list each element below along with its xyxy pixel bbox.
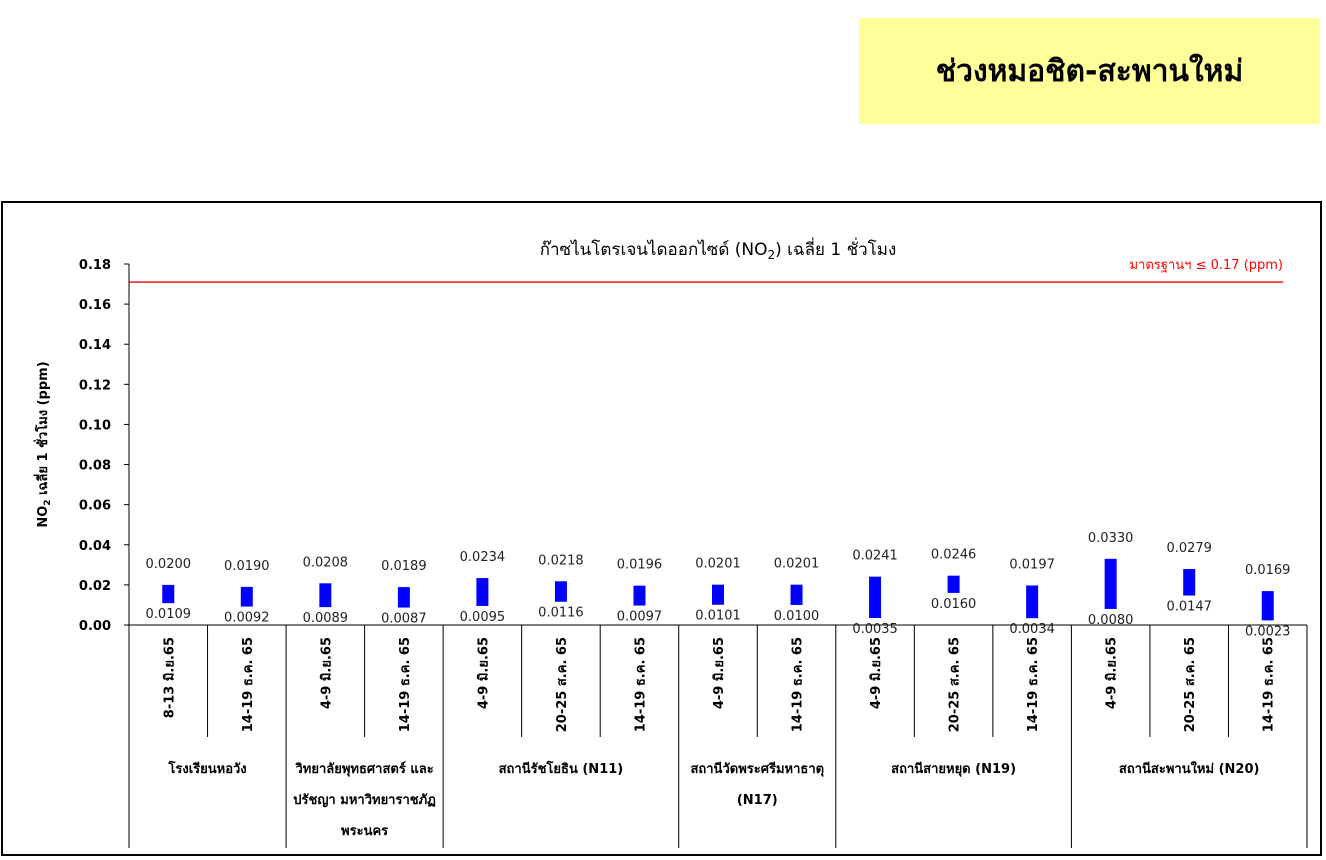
y-tick-label: 0.10 xyxy=(78,418,111,434)
y-tick-label: 0.12 xyxy=(78,378,111,394)
x-category-label: 4-9 มิ.ย.65 xyxy=(319,637,335,710)
max-label: 0.0208 xyxy=(302,555,349,571)
max-label: 0.0169 xyxy=(1244,563,1291,579)
y-tick-label: 0.16 xyxy=(78,298,111,314)
min-label: 0.0023 xyxy=(1244,624,1291,640)
min-label: 0.0147 xyxy=(1166,599,1212,615)
header-banner xyxy=(859,18,1320,124)
group-label: สถานีวัดพระศรีมหาธาตุ xyxy=(690,762,825,777)
range-bar xyxy=(398,587,410,607)
range-bar xyxy=(1105,559,1117,609)
x-category-label: 4-9 มิ.ย.65 xyxy=(476,637,492,710)
min-label: 0.0089 xyxy=(302,611,349,627)
range-bar xyxy=(555,581,567,601)
y-tick-label: 0.02 xyxy=(78,578,111,594)
max-label: 0.0241 xyxy=(852,548,898,564)
min-label: 0.0116 xyxy=(538,605,584,621)
chart-title: ก๊าซไนโตรเจนไดออกไซด์ $(NO_2)$ เฉลี่ย 1 ชั่วโมง xyxy=(539,240,897,262)
group-label: ปรัชญา มหาวิทยาราชภัฏ xyxy=(293,793,436,808)
range-bar xyxy=(633,586,645,606)
group-label: วิทยาลัยพุทธศาสตร์ และ xyxy=(295,762,434,777)
max-label: 0.0330 xyxy=(1087,530,1134,546)
y-tick-label: 0.06 xyxy=(78,498,111,514)
x-category-label: 20-25 ส.ค. 65 xyxy=(554,637,570,733)
max-label: 0.0189 xyxy=(381,559,427,575)
max-label: 0.0196 xyxy=(616,557,663,573)
min-label: 0.0101 xyxy=(695,608,741,624)
min-label: 0.0035 xyxy=(852,621,898,637)
range-bar xyxy=(869,577,881,618)
chart-frame xyxy=(1,201,1322,856)
y-tick-label: 0.18 xyxy=(78,258,111,273)
range-bar xyxy=(1026,585,1038,618)
group-label: โรงเรียนหอวัง xyxy=(168,762,247,777)
min-label: 0.0100 xyxy=(773,608,820,624)
x-category-label: 4-9 มิ.ย.65 xyxy=(712,637,727,710)
min-label: 0.0034 xyxy=(1009,622,1055,638)
range-bar xyxy=(948,576,960,593)
x-category-label: 14-19 ธ.ค. 65 xyxy=(790,637,806,733)
range-bar xyxy=(162,585,174,603)
max-label: 0.0197 xyxy=(1009,557,1055,573)
x-category-label: 14-19 ธ.ค. 65 xyxy=(397,637,413,733)
range-bar xyxy=(791,585,803,605)
range-bar xyxy=(1262,591,1274,620)
min-label: 0.0092 xyxy=(224,610,270,626)
x-category-label: 20-25 ส.ค. 65 xyxy=(1183,637,1199,733)
max-label: 0.0190 xyxy=(224,558,270,574)
x-category-label: 4-9 มิ.ย.65 xyxy=(1104,637,1120,710)
x-category-label: 4-9 มิ.ย.65 xyxy=(869,637,885,710)
range-bar xyxy=(319,583,331,607)
no2-chart xyxy=(3,203,1320,854)
standard-label: มาตรฐานฯ ≤ 0.17 (ppm) xyxy=(1129,258,1283,274)
max-label: 0.0201 xyxy=(695,556,741,572)
max-label: 0.0234 xyxy=(459,550,506,566)
min-label: 0.0087 xyxy=(381,611,427,627)
range-bar xyxy=(476,578,488,606)
max-label: 0.0246 xyxy=(930,547,977,563)
x-category-label: 14-19 ธ.ค. 65 xyxy=(633,637,649,733)
min-label: 0.0095 xyxy=(459,609,506,625)
min-label: 0.0080 xyxy=(1087,612,1134,628)
range-bar xyxy=(241,587,253,607)
banner-title: ช่วงหมอชิต-สะพานใหม่ xyxy=(935,53,1244,89)
max-label: 0.0218 xyxy=(538,553,584,569)
y-tick-label: 0.14 xyxy=(78,338,111,354)
chart-marks xyxy=(79,258,1307,848)
y-tick-label: 0.04 xyxy=(78,538,111,554)
max-label: 0.0201 xyxy=(773,556,820,572)
x-category-label: 20-25 ส.ค. 65 xyxy=(947,637,963,733)
min-label: 0.0160 xyxy=(930,596,977,612)
x-category-label: 14-19 ธ.ค. 65 xyxy=(240,637,256,733)
y-tick-label: 0.08 xyxy=(78,458,111,474)
y-tick-label: 0.00 xyxy=(78,619,111,634)
x-category-label: 8-13 มิ.ย.65 xyxy=(162,637,178,719)
range-bar xyxy=(712,585,724,605)
x-category-label: 14-19 ธ.ค. 65 xyxy=(1026,637,1042,733)
group-label: (N17) xyxy=(736,793,778,808)
group-label: พระนคร xyxy=(341,824,389,839)
group-label: สถานีสายหยุด (N19) xyxy=(891,762,1017,777)
y-axis-label: $NO_2$ เฉลี่ย 1 ชั่วโมง (ppm) xyxy=(36,361,53,528)
x-category-label: 14-19 ธ.ค. 65 xyxy=(1261,637,1277,733)
max-label: 0.0200 xyxy=(145,556,192,572)
min-label: 0.0097 xyxy=(616,609,663,625)
range-bar xyxy=(1183,569,1195,595)
max-label: 0.0279 xyxy=(1166,541,1212,557)
group-label: สถานีรัชโยธิน (N11) xyxy=(498,762,624,777)
group-label: สถานีสะพานใหม่ (N20) xyxy=(1118,762,1260,777)
min-label: 0.0109 xyxy=(145,607,192,623)
